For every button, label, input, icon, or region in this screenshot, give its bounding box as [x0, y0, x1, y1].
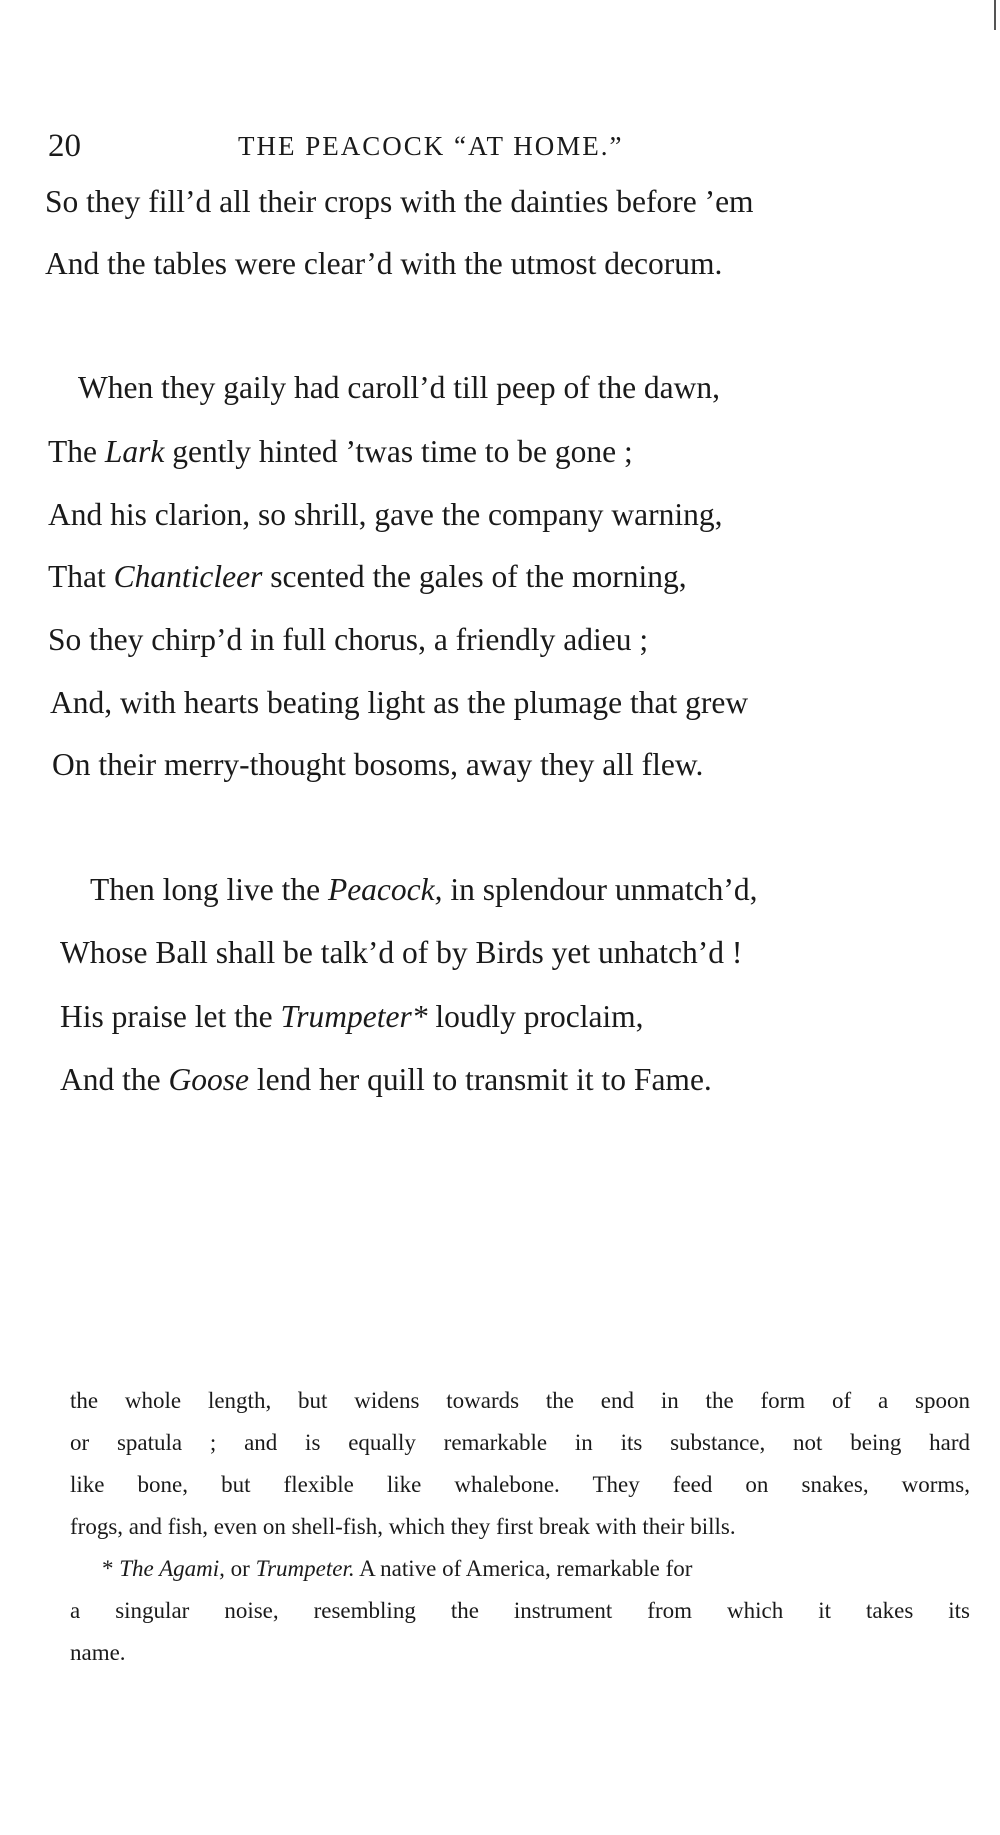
italic-name-chanticleer: Chanticleer [113, 559, 263, 594]
page-number: 20 [48, 128, 81, 164]
verse-line [48, 557, 687, 597]
footnote-text: A native of America, remarkable for [354, 1556, 693, 1581]
italic-name-goose: Goose [168, 1062, 249, 1097]
verse-text: gently hinted ’twas time to be gone ; [164, 434, 633, 469]
italic-name-peacock: Peacock, [327, 872, 443, 907]
verse-line: On their merry-thought bosoms, away they all flew. [52, 747, 704, 782]
footnote-continuation-line: frogs, and fish, even on shell-fish, which they first break with their bills. [70, 1514, 736, 1539]
verse-text: And the [60, 1062, 169, 1097]
verse-text: loudly proclaim, [427, 999, 644, 1034]
verse-line: When they gaily had caroll’d till peep of the dawn, [78, 370, 721, 405]
verse-line [90, 870, 757, 910]
italic-name-trumpeter: Trumpeter* [280, 999, 428, 1034]
verse-line: Whose Ball shall be talk’d of by Birds yet unhatch’d ! [60, 935, 743, 970]
page-header [48, 128, 768, 168]
footnote-italic-trumpeter: Trumpeter. [255, 1556, 355, 1581]
verse-line [60, 1060, 712, 1100]
verse-line [60, 997, 644, 1037]
footnote-continuation-line: like bone, but flexible like whalebone. They feed on snakes, worms, [70, 1472, 970, 1497]
footnote-italic-agami: The Agami, [119, 1556, 225, 1581]
verse-text: scented the gales of the morning, [262, 559, 687, 594]
footnote-line: name. [70, 1640, 126, 1665]
verse-text: His praise let the [60, 999, 281, 1034]
footnote-asterisk: * [102, 1556, 120, 1581]
verse-text: Then long live the [90, 872, 328, 907]
verse-line [48, 432, 633, 472]
footnote-continuation-line: the whole length, but widens towards the end in the form of a spoon [70, 1388, 970, 1413]
footnote-line: a singular noise, resembling the instrument from which it takes its [70, 1598, 970, 1623]
footnotes [70, 1380, 970, 1674]
page-edge-mark [994, 0, 996, 30]
verse-text: in splendour unmatch’d, [442, 872, 758, 907]
verse-line: And the tables were clear’d with the utmost decorum. [45, 246, 723, 281]
verse-line: And his clarion, so shrill, gave the company warning, [48, 497, 723, 532]
verse-text: That [48, 559, 114, 594]
verse-text: lend her quill to transmit it to Fame. [248, 1062, 712, 1097]
verse-text: The [48, 434, 105, 469]
verse-line: So they chirp’d in full chorus, a friendly adieu ; [48, 622, 649, 657]
verse-line: So they fill’d all their crops with the dainties before ’em [45, 184, 754, 219]
running-title: THE PEACOCK “AT HOME.” [238, 131, 624, 161]
italic-name-lark: Lark [104, 434, 165, 469]
verse-line: And, with hearts beating light as the plumage that grew [50, 685, 749, 720]
footnote-trumpeter [70, 1548, 970, 1590]
footnote-text: or [224, 1556, 256, 1581]
footnote-continuation-line: or spatula ; and is equally remarkable in its substance, not being hard [70, 1430, 970, 1455]
